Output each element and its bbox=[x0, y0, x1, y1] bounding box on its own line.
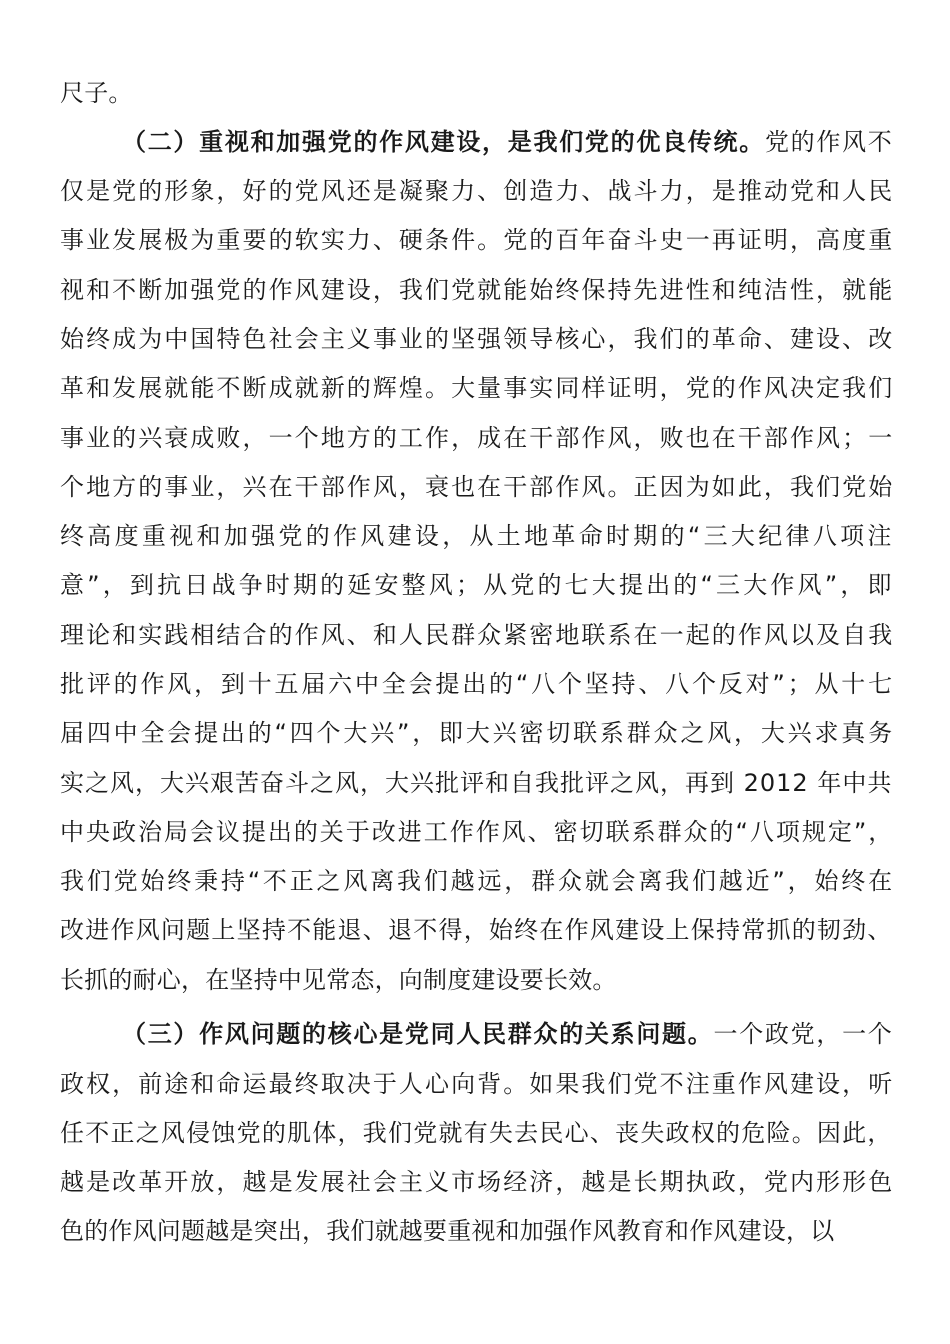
text-line: 意”，到抗日战争时期的延安整风；从党的七大提出的“三大作风”，即 bbox=[60, 571, 895, 599]
section-3-heading: （三）作风问题的核心是党同人民群众的关系问题。 bbox=[122, 1020, 714, 1048]
section-2-heading: （二）重视和加强党的作风建设，是我们党的优良传统。 bbox=[122, 128, 765, 156]
text-line: 长抓的耐心，在坚持中见常态，向制度建设要长效。 bbox=[60, 966, 617, 994]
text-line: 视和不断加强党的作风建设，我们党就能始终保持先进性和纯洁性，就能 bbox=[60, 276, 895, 304]
section-3-heading-line: （三）作风问题的核心是党同人民群众的关系问题。一个政党，一个 bbox=[122, 1020, 894, 1048]
text-line: 中央政治局会议提出的关于改进工作作风、密切联系群众的“八项规定”， bbox=[60, 818, 895, 846]
text-line: 事业的兴衰成败，一个地方的工作，成在干部作风，败也在干部作风；一 bbox=[60, 424, 895, 452]
text-line: 届四中全会提出的“四个大兴”，即大兴密切联系群众之风，大兴求真务 bbox=[60, 719, 895, 747]
text-line: 实之风，大兴艰苦奋斗之风，大兴批评和自我批评之风，再到 2012 年中共 bbox=[60, 769, 893, 797]
text-line: 个地方的事业，兴在干部作风，衰也在干部作风。正因为如此，我们党始 bbox=[60, 473, 895, 501]
text-line: 终高度重视和加强党的作风建设，从土地革命时期的“三大纪律八项注 bbox=[60, 522, 895, 550]
text-line: 批评的作风，到十五届六中全会提出的“八个坚持、八个反对”；从十七 bbox=[60, 670, 895, 698]
text-line: 政权，前途和命运最终取决于人心向背。如果我们党不注重作风建设，听 bbox=[60, 1070, 895, 1098]
text-line: 理论和实践相结合的作风、和人民群众紧密地联系在一起的作风以及自我 bbox=[60, 621, 895, 649]
text-line: 色的作风问题越是突出，我们就越要重视和加强作风教育和作风建设，以 bbox=[60, 1217, 835, 1245]
text-line: 始终成为中国特色社会主义事业的坚强领导核心，我们的革命、建设、改 bbox=[60, 325, 895, 353]
text-line: 我们党始终秉持“不正之风离我们越远，群众就会离我们越近”，始终在 bbox=[60, 867, 895, 895]
text-line: 尺子。 bbox=[60, 79, 133, 107]
text-line: 改进作风问题上坚持不能退、退不得，始终在作风建设上保持常抓的韧劲、 bbox=[60, 916, 893, 944]
text-line: 事业发展极为重要的软实力、硬条件。党的百年奋斗史一再证明，高度重 bbox=[60, 226, 895, 254]
text-line: 任不正之风侵蚀党的肌体，我们党就有失去民心、丧失政权的危险。因此， bbox=[60, 1119, 893, 1147]
text-line: 仅是党的形象，好的党风还是凝聚力、创造力、战斗力，是推动党和人民 bbox=[60, 177, 895, 205]
section-2-heading-line: （二）重视和加强党的作风建设，是我们党的优良传统。党的作风不 bbox=[122, 128, 894, 156]
text-line: 越是改革开放，越是发展社会主义市场经济，越是长期执政，党内形形色 bbox=[60, 1168, 895, 1196]
text-line: 革和发展就能不断成就新的辉煌。大量事实同样证明，党的作风决定我们 bbox=[60, 374, 895, 402]
